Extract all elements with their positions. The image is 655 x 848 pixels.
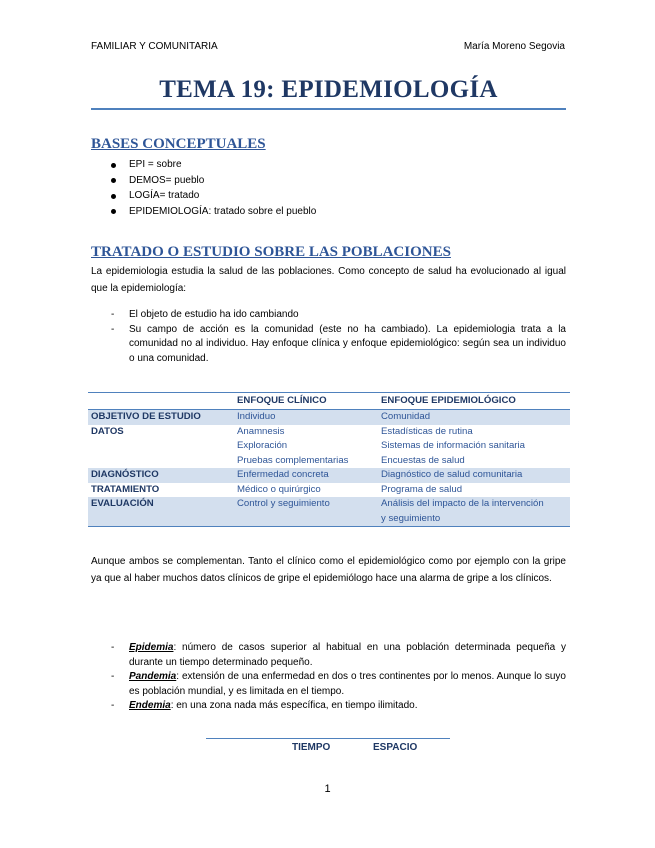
bullet-icon: [111, 178, 116, 183]
table-header-cell: ESPACIO: [373, 742, 418, 753]
table-row: Exploración Sistemas de información sanitaria: [237, 440, 525, 451]
term-endemia: Endemia: [129, 700, 171, 711]
bullet-icon: [111, 194, 116, 199]
page-title: TEMA 19: EPIDEMIOLOGÍA: [159, 76, 498, 103]
table-row: TRATAMIENTO Médico o quirúrgico Programa de salud: [91, 483, 463, 495]
title-divider: [91, 108, 566, 110]
section-heading-tratado: TRATADO O ESTUDIO SOBRE LAS POBLACIONES: [91, 244, 451, 260]
table-header-cell: TIEMPO: [292, 742, 331, 753]
list-item: EPIDEMIOLOGÍA: tratado sobre el pueblo: [111, 204, 316, 220]
table-row: Pruebas complementarias Encuestas de salud: [237, 454, 465, 466]
bases-bullet-list: [111, 157, 316, 219]
dash-icon: -: [111, 309, 115, 320]
list-item: DEMOS= pueblo: [111, 173, 316, 189]
bullet-icon: [111, 163, 116, 168]
tratado-dash-list: [91, 308, 566, 366]
list-item: - Epidemia: número de casos superior al habitual en una población determinada pequeña y durante un tiempo determinado pequeño.: [111, 642, 566, 668]
definitions-list: [91, 641, 566, 714]
table-row: DATOS Anamnesis Estadísticas de rutina: [91, 425, 473, 437]
header-author: María Moreno Segovia: [463, 41, 565, 52]
tiempo-espacio-table: [206, 738, 450, 758]
list-item: - Pandemia: extensión de una enfermedad en dos o tres continentes por lo menos. Aunque lo suyo es población mundial, y es limitada en el tiempo.: [111, 671, 566, 697]
bullet-icon: [111, 209, 116, 214]
list-item: LOGÍA= tratado: [111, 188, 316, 204]
list-item: EPI = sobre: [111, 157, 316, 173]
list-item: - Endemia: en una zona nada más específica, en tiempo ilimitado.: [91, 699, 566, 714]
table-row: EVALUACIÓN Control y seguimiento Análisis del impacto de la intervención: [88, 497, 570, 512]
dash-icon: -: [111, 642, 115, 653]
intro-paragraph: La epidemiologia estudia la salud de las poblaciones. Como concepto de salud ha evolucionado al igual que la epidemiología:: [91, 266, 566, 294]
table-header-cell: [88, 393, 234, 410]
term-pandemia: Pandemia: [129, 671, 177, 682]
term-epidemia: Epidemia: [129, 642, 174, 653]
complement-paragraph: Aunque ambos se complementan. Tanto el clínico como el epidemiológico como por ejemplo con la gripe ya que al haber muchos datos clínicos de gripe el epidemiólogo hace una alarma de gripe a los clínicos.: [91, 556, 566, 584]
page-number: 1: [324, 783, 331, 795]
comparison-table: [88, 392, 570, 527]
dash-icon: -: [111, 671, 115, 682]
section-heading-bases: BASES CONCEPTUALES: [91, 136, 266, 152]
table-header-row: [88, 393, 570, 410]
header-course: FAMILIAR Y COMUNITARIA: [91, 41, 218, 52]
table-header-cell: ENFOQUE EPIDEMIOLÓGICO: [378, 393, 570, 410]
dash-icon: -: [111, 700, 115, 711]
dash-icon: -: [111, 323, 115, 335]
table-row: y seguimiento: [88, 512, 570, 527]
list-item: - El objeto de estudio ha ido cambiando: [91, 308, 566, 323]
list-item: - Su campo de acción es la comunidad (este no ha cambiado). La epidemiologia trata a la comunidad no al individuo. Hay enfoque clínica y enfoque epidemiológico: según sea un individuo o una comunidad.: [111, 323, 566, 364]
table-header-cell: ENFOQUE CLÍNICO: [234, 393, 378, 410]
table-row: OBJETIVO DE ESTUDIO Individuo Comunidad: [88, 410, 570, 425]
table-row: DIAGNÓSTICO Enfermedad concreta Diagnóstico de salud comunitaria: [88, 468, 570, 483]
